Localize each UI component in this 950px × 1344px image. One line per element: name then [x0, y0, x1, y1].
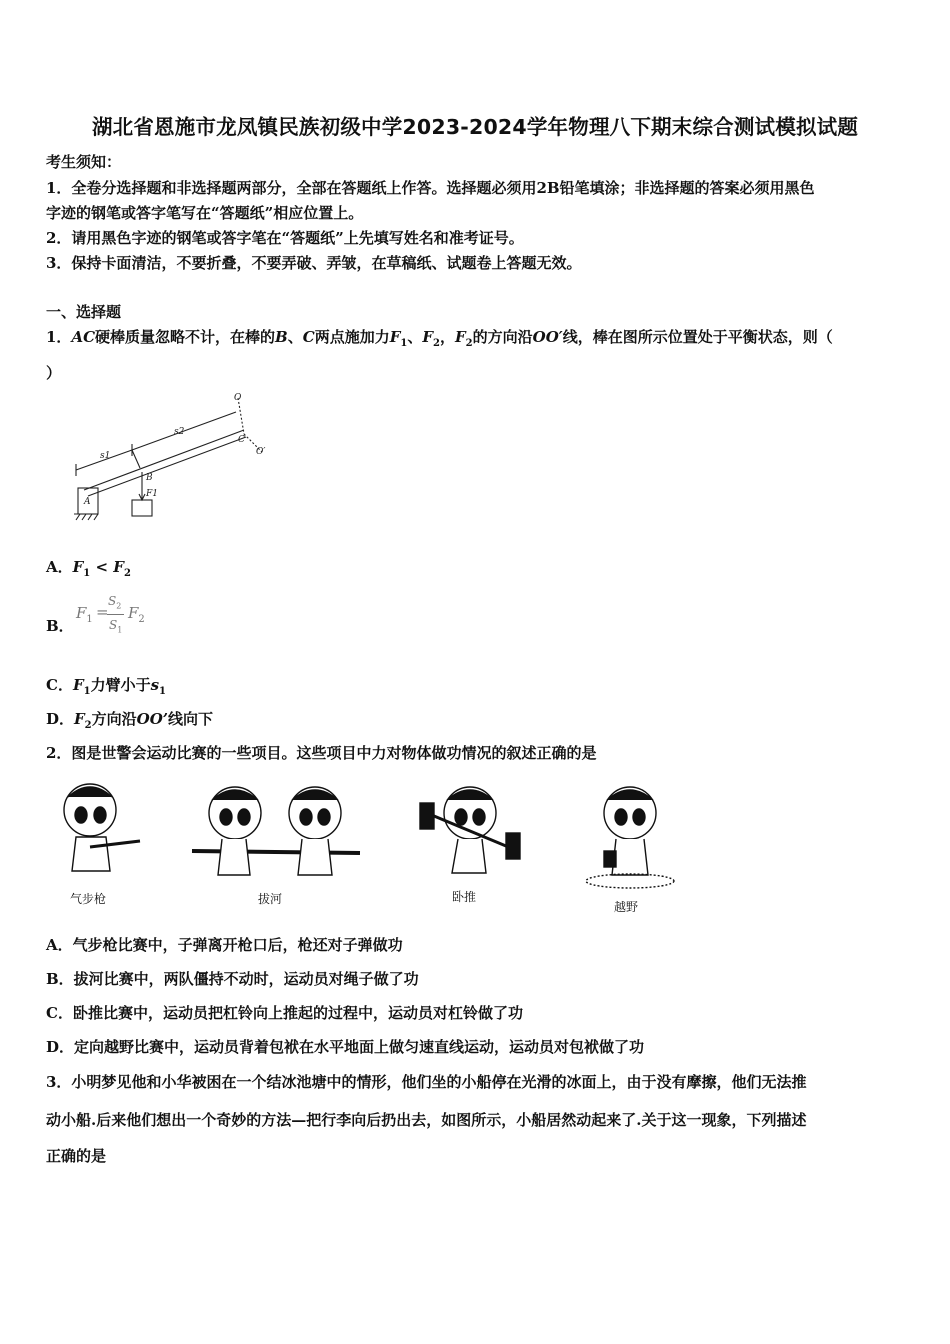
- q1-option-c[interactable]: [46, 675, 166, 702]
- opt-sub: 2: [84, 720, 92, 731]
- q2-stem: 2．图是世警会运动比赛的一些项目。这些项目中力对物体做功情况的叙述正确的是: [46, 744, 597, 762]
- formula-bar: [107, 614, 124, 615]
- q1-text: 两点施加力: [314, 328, 390, 346]
- q1-num: 1．: [46, 328, 72, 346]
- formula-eq: =: [96, 603, 109, 621]
- q1-f1-sub: 1: [400, 338, 408, 349]
- label-o-prime: O′: [256, 447, 266, 457]
- opt-text: 线向下: [168, 710, 214, 728]
- q1-ac: AC: [71, 328, 96, 346]
- opt-f: F: [113, 558, 124, 576]
- q1-text: 硬棒质量忽略不计，在棒的: [95, 328, 276, 346]
- opt-oo: OO’: [136, 710, 169, 728]
- q1-stem: [46, 327, 833, 354]
- panda-rifle-figure: [64, 784, 140, 871]
- q1-text: 线，棒在图所示位置处于平衡状态，则（: [562, 328, 833, 346]
- formula-den: S: [109, 618, 118, 632]
- q2-option-b[interactable]: B．拔河比赛中，两队僵持不动时，运动员对绳子做了功: [46, 970, 419, 988]
- opt-f: F: [74, 710, 85, 728]
- panda-benchpress-figure: [420, 787, 520, 873]
- label-b: B: [146, 473, 153, 483]
- q1-option-a[interactable]: [46, 557, 131, 584]
- option-label: A．: [46, 558, 73, 576]
- caption-rifle: 气步枪: [70, 892, 107, 906]
- q3-stem-line1: 3．小明梦见他和小华被困在一个结冰池塘中的情形，他们坐的小船停在光滑的冰面上，由于没有摩擦，他们无法推: [46, 1073, 807, 1091]
- notice-item-1a: 1．全卷分选择题和非选择题两部分，全部在答题纸上作答。选择题必须用2B铅笔填涂；非选择题的答案必须用黑色: [46, 179, 815, 197]
- q3-stem-line2: 动小船.后来他们想出一个奇妙的方法—把行李向后扔出去，如图所示，小船居然动起来了.关于这一现象，下列描述: [46, 1111, 807, 1129]
- q2-option-a[interactable]: A．气步枪比赛中，子弹离开枪口后，枪还对子弹做功: [46, 936, 403, 954]
- label-s2: s2: [174, 427, 185, 437]
- opt-f: F: [72, 676, 84, 694]
- caption-tug: 拔河: [258, 892, 283, 906]
- q1-text: 的方向沿: [472, 328, 533, 346]
- lever-diagram: [66, 392, 276, 522]
- label-a: A: [84, 497, 91, 507]
- q1-f1: F: [389, 328, 401, 346]
- opt-text: 力臂小于: [90, 676, 151, 694]
- q1-c: C: [302, 328, 315, 346]
- formula-f1-sub: 1: [86, 614, 93, 625]
- section-heading: 一、选择题: [46, 303, 122, 321]
- label-s1: s1: [100, 451, 111, 461]
- formula-f2-sub: 2: [138, 614, 145, 625]
- notice-item-2: 2．请用黑色字迹的钢笔或答字笔在“答题纸”上先填写姓名和准考证号。: [46, 229, 524, 247]
- opt-sub: 2: [123, 568, 131, 579]
- q1-b: B: [275, 328, 288, 346]
- label-f1: F1: [146, 489, 158, 499]
- panda-tug-figure: [192, 787, 360, 875]
- opt-sub: 1: [83, 568, 91, 579]
- panda-orienteering-figure: [586, 787, 674, 888]
- notice-item-1b: 字迹的钢笔或答字笔写在“答题纸”相应位置上。: [46, 204, 364, 222]
- caption-orienteering: 越野: [614, 900, 639, 914]
- formula-den-sub: 1: [117, 625, 123, 635]
- q1-option-b-label[interactable]: B．: [46, 617, 74, 635]
- opt-text: 方向沿: [91, 710, 137, 728]
- label-o: O: [234, 393, 242, 403]
- q3-stem-line3: 正确的是: [46, 1147, 107, 1165]
- q1-stem-line2: ）: [46, 364, 62, 382]
- caption-benchpress: 卧推: [452, 890, 477, 904]
- notice-heading: 考生须知：: [46, 153, 122, 171]
- formula-f1: F: [76, 604, 87, 622]
- q1-f2b-sub: 2: [465, 338, 473, 349]
- q1-sep: ，: [439, 328, 455, 346]
- q1-sep: 、: [287, 328, 303, 346]
- q1-f2-sub: 2: [433, 338, 440, 349]
- q1-f2b: F: [454, 328, 466, 346]
- q1-option-d[interactable]: [46, 709, 213, 736]
- q2-option-d[interactable]: D．定向越野比赛中，运动员背着包袱在水平地面上做匀速直线运动，运动员对包袱做了功: [46, 1038, 645, 1056]
- q2-option-c[interactable]: C．卧推比赛中，运动员把杠铃向上推起的过程中，运动员对杠铃做了功: [46, 1004, 523, 1022]
- opt-sub: 1: [83, 686, 91, 697]
- formula-num-sub: 2: [116, 601, 122, 611]
- q1-oo: OO′: [532, 328, 563, 346]
- option-label: C．: [46, 676, 73, 694]
- q1-sep: 、: [407, 328, 423, 346]
- label-c: C: [238, 435, 245, 445]
- q1-f2: F: [422, 328, 433, 346]
- opt-op: <: [90, 558, 114, 576]
- notice-item-3: 3．保持卡面清洁，不要折叠，不要弄破、弄皱，在草稿纸、试题卷上答题无效。: [46, 254, 582, 272]
- opt-s: s: [150, 676, 160, 694]
- opt-sub: 1: [159, 686, 167, 697]
- page-title: 湖北省恩施市龙凤镇民族初级中学2023-2024学年物理八下期末综合测试模拟试题: [91, 115, 859, 139]
- formula-num: S: [108, 594, 117, 608]
- opt-f: F: [72, 558, 84, 576]
- option-label: D．: [46, 710, 75, 728]
- formula-f2: F: [128, 604, 139, 622]
- sports-figures: [50, 775, 690, 915]
